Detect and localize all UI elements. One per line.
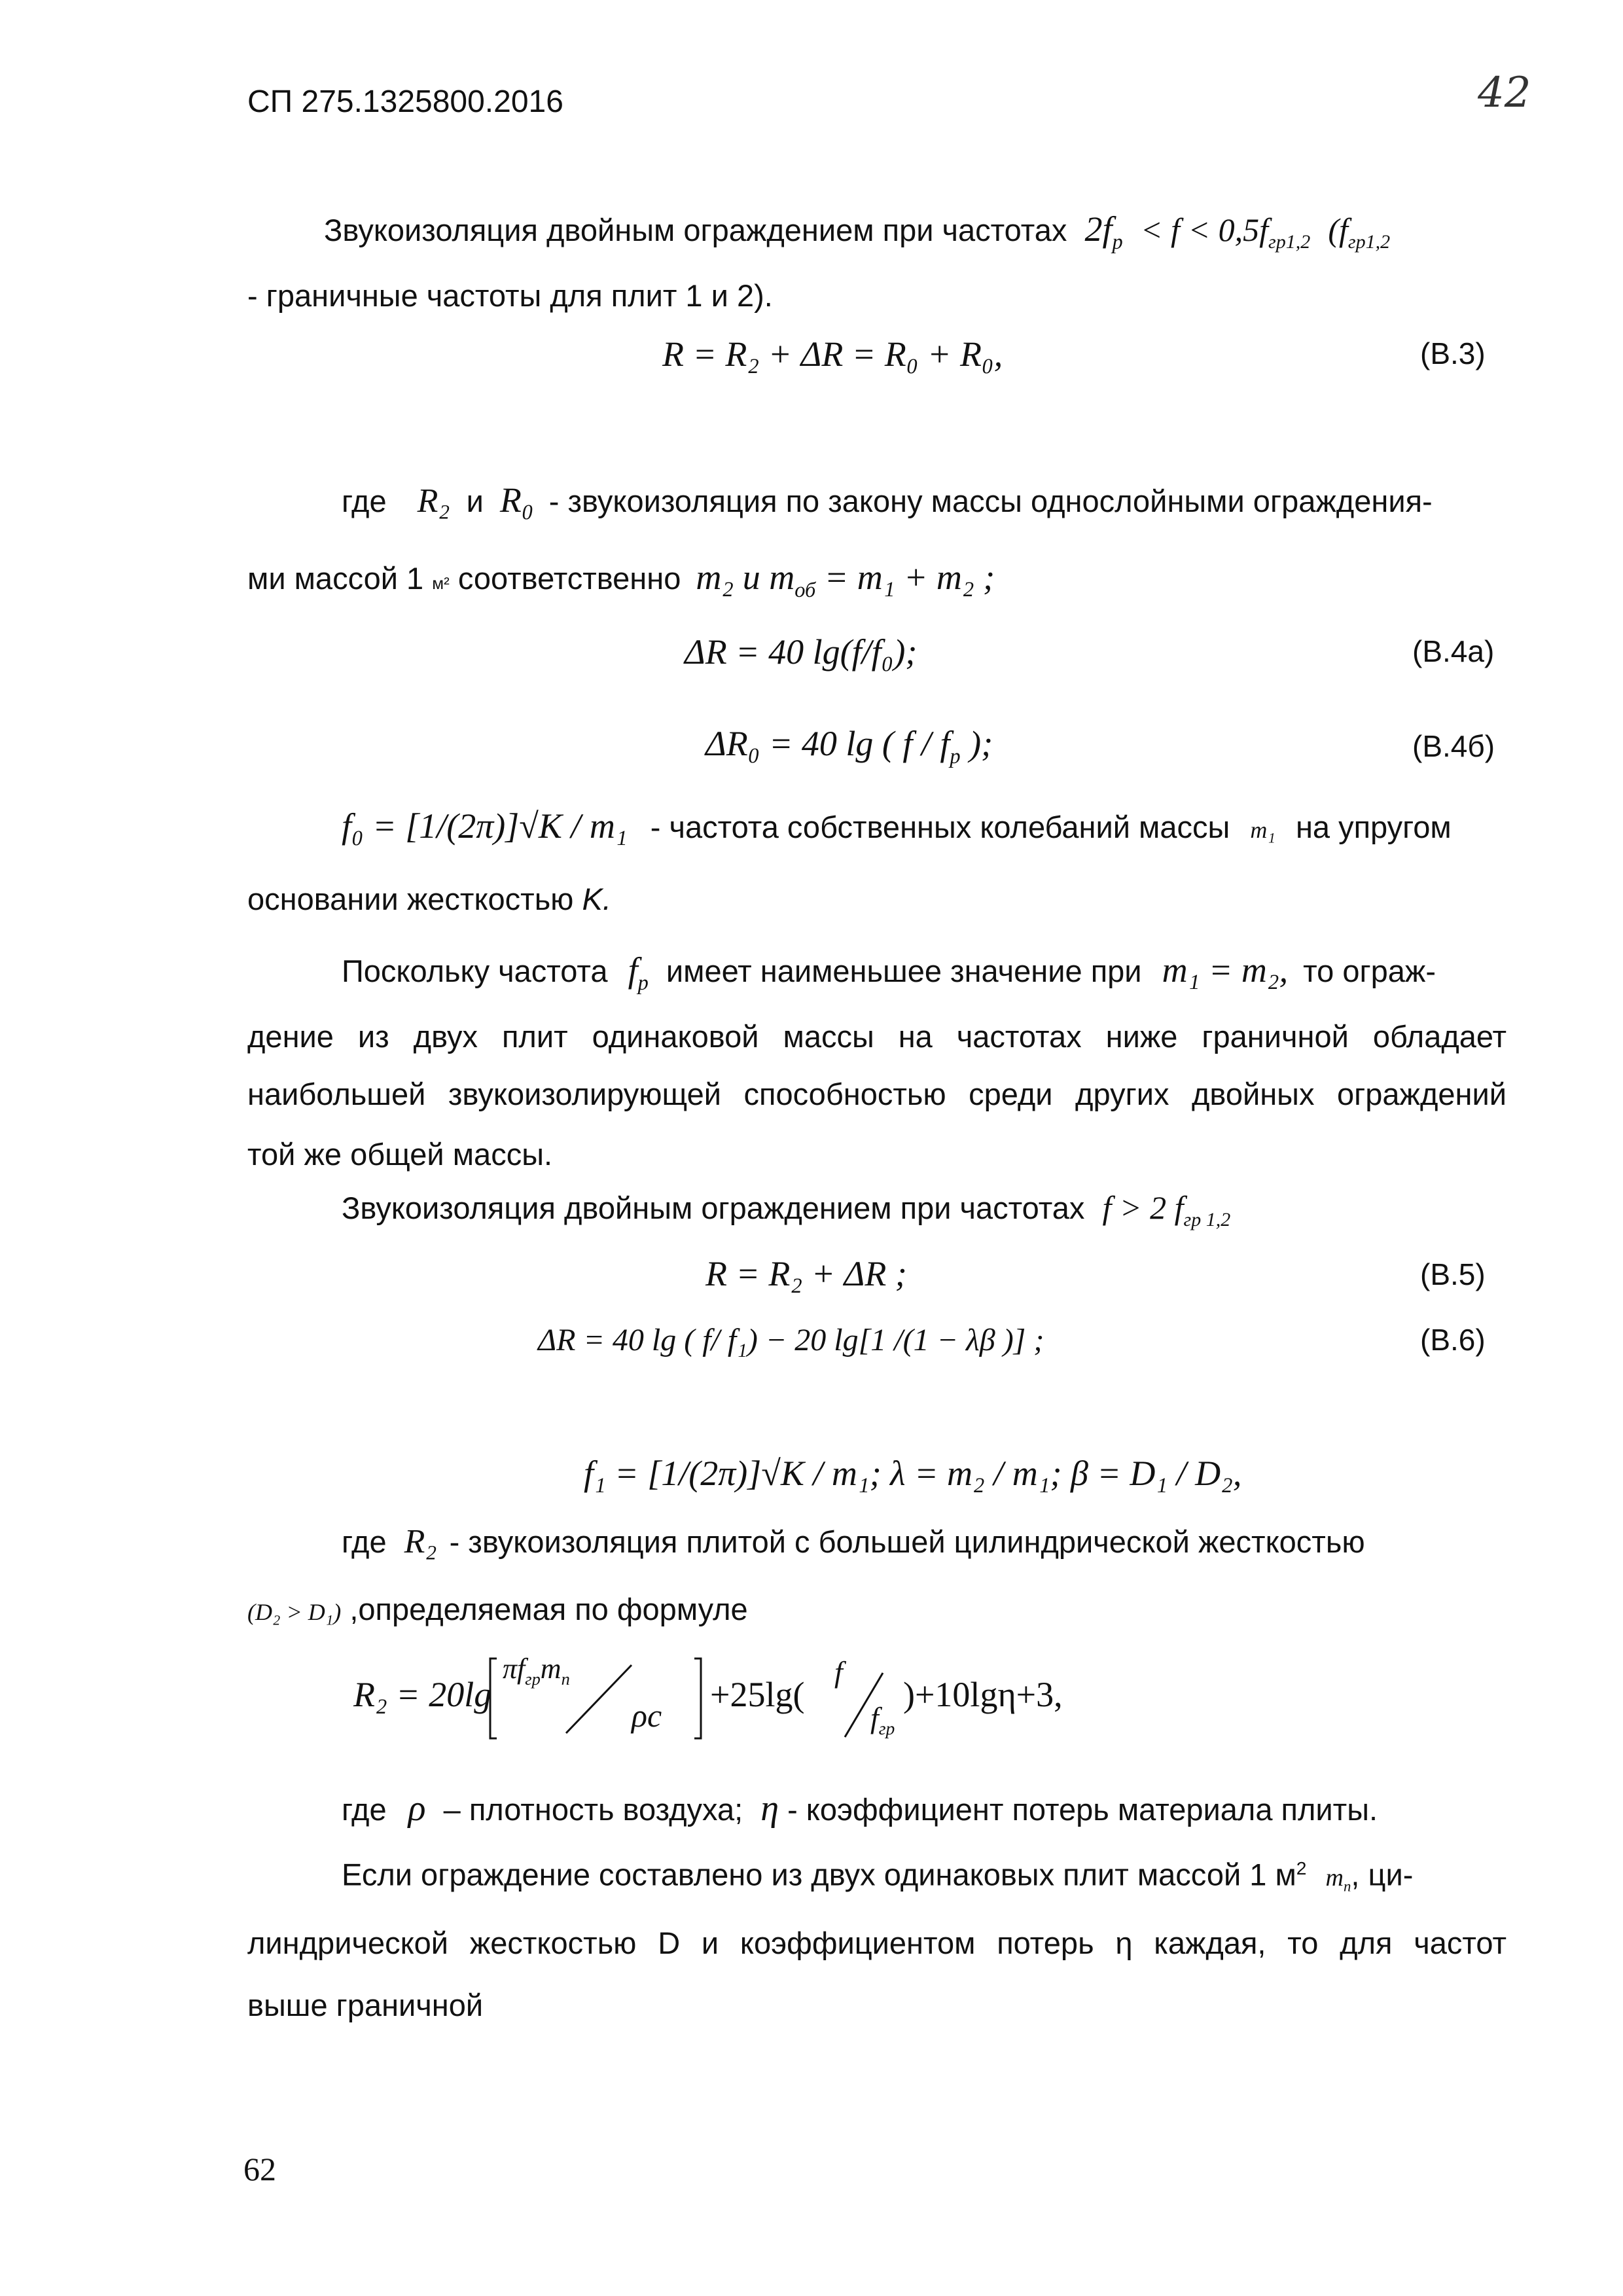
p3-text: - частота собственных колебаний массы <box>650 810 1230 844</box>
document-code: СП 275.1325800.2016 <box>247 84 563 119</box>
equation-number-b6: (В.6) <box>1420 1323 1486 1357</box>
eq-r2-left: R₂ = 20lg <box>353 1675 492 1714</box>
equation-b5: R = R₂ + ΔR ; <box>705 1254 907 1293</box>
p3-formula: f₀ = [1/(2π)]√K / m₁ <box>342 806 628 846</box>
equation-number-b3: (В.3) <box>1420 336 1486 370</box>
p4-c: то ограж- <box>1303 954 1436 988</box>
p3-text2: на упругом <box>1295 810 1452 844</box>
p7-text: – плотность воздуха; <box>443 1792 743 1827</box>
p6-cond: (D₂ > D₁) <box>247 1599 342 1625</box>
p4-line4: той же общей массы. <box>247 1137 553 1172</box>
paragraph-6-line2 <box>247 1594 748 1624</box>
p8-sup: 2 <box>1296 1857 1307 1878</box>
paragraph-6 <box>342 1525 1365 1559</box>
p1-line2: - граничные частоты для плит 1 и 2). <box>247 278 773 313</box>
p6-r2: R₂ <box>404 1523 437 1560</box>
p8-line3: выше граничной <box>247 1988 484 2022</box>
p2-m-formula: m₂ и $m_{об} = m_1 + m_2$ ; <box>696 558 995 602</box>
equation-b6: ΔR = 40 lg ( f/ f₁) − 20 lg[1 /(1 − λβ )] ; <box>538 1323 1044 1357</box>
page-number: 62 <box>243 2151 276 2187</box>
handwritten-page-number: 42 <box>1478 69 1531 117</box>
p6-text2: ,определяемая по формуле <box>349 1592 748 1626</box>
p7-rho: ρ <box>408 1788 426 1829</box>
p4-line3: наибольшей звукоизолирующей способностью среди других двойных ограждений <box>247 1077 1507 1111</box>
p4-line2: дение из двух плит одинаковой массы на частотах ниже граничной обладает <box>247 1019 1507 1054</box>
paragraph-5 <box>342 1191 1230 1230</box>
equation-number-b4b: (В.4б) <box>1412 729 1495 763</box>
p4-fp: $f_р$ <box>628 950 649 995</box>
p1-paren: ($f_{гр1,2}$ <box>1328 211 1391 253</box>
eq-r2-tail: )+10lgη+3, <box>903 1675 1063 1714</box>
paragraph-3 <box>342 808 1452 844</box>
p5-cond: f > 2 $f_{гр 1,2}$ <box>1102 1189 1231 1230</box>
p1-cond: $2f_р$ <box>1084 209 1123 254</box>
p7-gde: где <box>342 1792 387 1827</box>
p4-a: Поскольку частота <box>342 954 608 988</box>
p7-text2: - коэффициент потерь материала плиты. <box>787 1792 1378 1827</box>
paragraph-4-line1 <box>342 952 1507 994</box>
p4-eq: m₁ = m₂, <box>1162 950 1289 990</box>
eq-r2-f: f <box>834 1655 843 1689</box>
p6-text: - звукоизоляция плитой с большей цилиндрической жесткостью <box>449 1524 1365 1559</box>
p1-cond2: < $f < 0,5f_{гр1,2}$ <box>1140 211 1311 253</box>
paragraph-8-line1 <box>342 1859 1413 1894</box>
eq-r2-mid: +25lg( <box>710 1675 805 1714</box>
p8-tail: , ци- <box>1351 1857 1414 1892</box>
paragraph-2 <box>342 482 1433 518</box>
equation-number-b5: (В.5) <box>1420 1257 1486 1291</box>
p2-line2-a: ми массой 1 <box>247 561 424 596</box>
p2-and: и <box>466 484 484 518</box>
equation-b4b: ΔR₀ = 40 lg ( f / $f_р$ ); <box>705 724 993 768</box>
p2-text: - звукоизоляция по закону массы однослойными ограждения- <box>548 484 1433 518</box>
paragraph-7 <box>342 1790 1378 1827</box>
equation-f1: f₁ = [1/(2π)]√K / m₁; λ = m₂ / m₁; β = D₁ / D₂, <box>584 1454 1242 1493</box>
p3-m1: m₁ <box>1250 817 1275 843</box>
paragraph-3-line2 <box>247 884 611 914</box>
p3-k: K. <box>582 882 611 916</box>
p4-b: имеет наименьшее значение при <box>666 954 1142 988</box>
equation-r2 <box>353 1643 1073 1748</box>
paragraph-1 <box>324 211 1390 253</box>
p2-gde: где <box>342 484 387 518</box>
p6-gde: где <box>342 1524 387 1559</box>
eq-r2-numerator: $\pi f_{гр}m_п$ <box>503 1653 570 1689</box>
p8-line1: Если ограждение составлено из двух одинаковых плит массой 1 м <box>342 1857 1296 1892</box>
p2-unit: м² <box>432 573 450 593</box>
p3-line2: основании жесткостью <box>247 882 574 916</box>
p8-mp: $m_п$ <box>1325 1863 1351 1895</box>
p2-line2-b: соответственно <box>457 561 681 596</box>
p8-line2: линдрической жесткостью D и коэффициентом потерь η каждая, то для частот <box>247 1926 1507 1960</box>
equation-b3: R = R₂ + ΔR = R₀ + R₀, <box>662 334 1003 374</box>
eq-r2-fgr: $f_{гр}$ <box>870 1701 895 1739</box>
p5-text: Звукоизоляция двойным ограждением при частотах <box>342 1191 1085 1225</box>
eq-r2-denominator: ρc <box>632 1697 662 1734</box>
p7-eta: η <box>760 1788 779 1829</box>
paragraph-2-line2 <box>247 560 995 601</box>
equation-number-b4a: (В.4а) <box>1412 634 1495 668</box>
equation-b4a: ΔR = 40 lg(f/f₀); <box>685 632 918 672</box>
p2-r2: R₂ <box>417 482 450 520</box>
p1-text: Звукоизоляция двойным ограждением при частотах <box>324 213 1067 247</box>
p2-r0: R₀ <box>499 480 534 520</box>
